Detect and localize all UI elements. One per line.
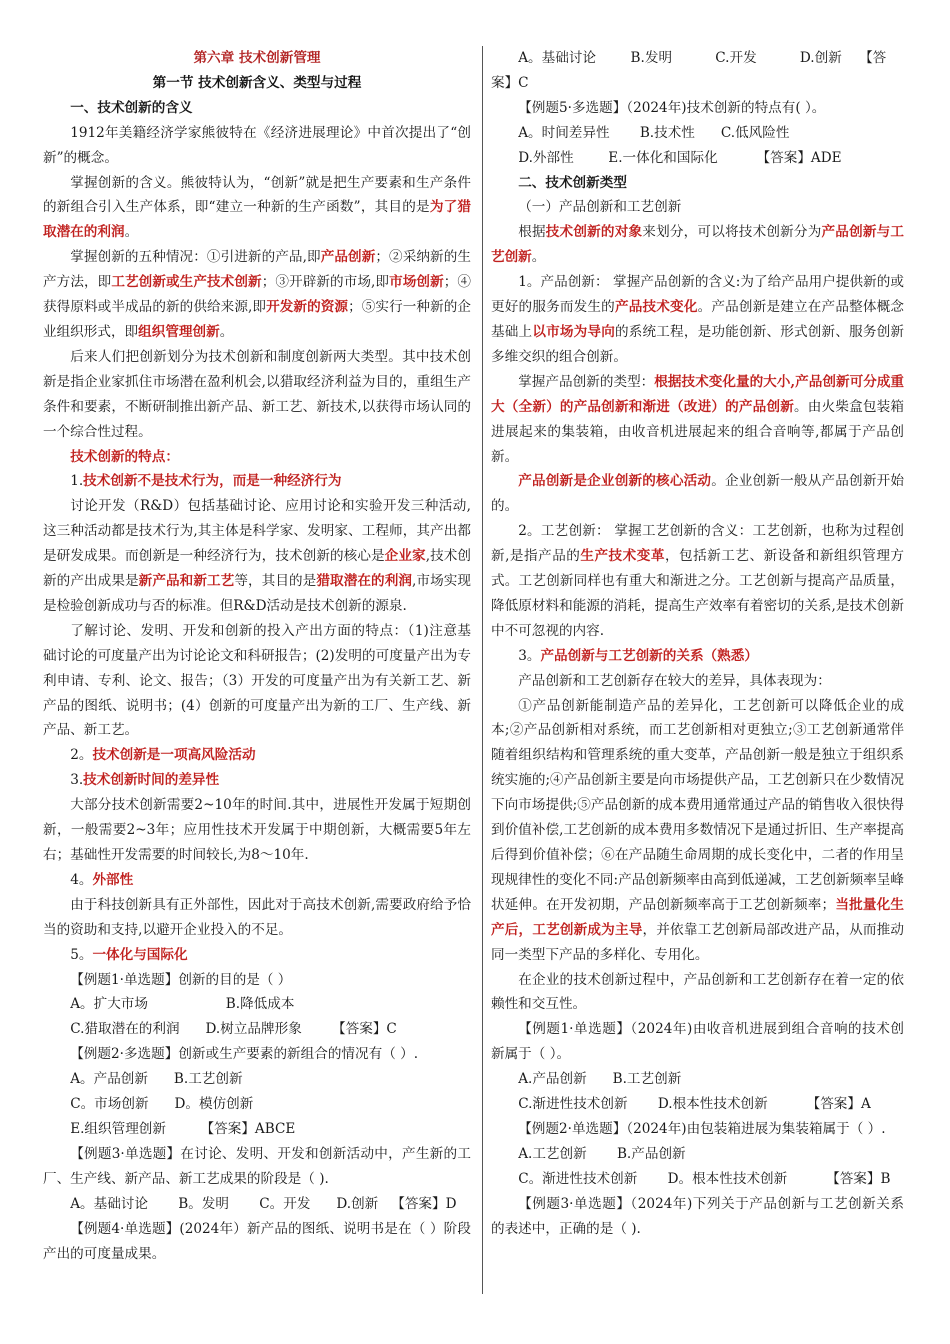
example-options: C.渐进性技术创新 D.根本性技术创新 【答案】A: [518, 1096, 871, 1113]
example-options: C.猎取潜在的利润 D.树立品牌形象 【答案】C: [70, 1021, 397, 1038]
example-options: 案】C: [491, 74, 529, 91]
paragraph: ①产品创新能制造产品的差异化，工艺创新可以降低企业的成本;②产品创新相对系统，而工艺创新相对更独立;③工艺创新通常伴随着组织结构和管理系统的重大变革，产品创新一般是独立于组织系统实施的;④产品创新主要是向市场提供产品，工艺创新只在少数情况下向市场提供;⑤产品创新的成本费用通常通过产品的销售收入很快得到价值补偿,工艺创新的成本费用多数情况下是通过折旧、生产率提高后得到价值补偿；⑥在产品随生命周期的成长变化中，二者的作用呈现规律性的变化不同:产品创新频率由高到低递减，工艺创新频率呈峰状延伸。在开发初期，产品创新频率高于工艺创新频率；当批量化生产后，工艺创新成为主导，并依靠工艺创新局部改进产品，从而推动同一类型下产品的多样化、专用化。: [491, 697, 905, 963]
example-options: A。时间差异性 B.技术性 C.低风险性: [518, 124, 790, 141]
feature-item: 2。技术创新是一项高风险活动: [70, 747, 256, 764]
example-question: 【例题3·单选题】在讨论、发明、开发和创新活动中，产生新的工厂、生产线、新产品、新工艺成果的阶段是（ ).: [43, 1145, 471, 1187]
heading-relationship: 3。产品创新与工艺创新的关系（熟悉）: [518, 647, 758, 664]
example-question: 【例题5·多选题】（2024年)技术创新的特点有( ）。: [518, 99, 826, 116]
example-question: 【例题2·多选题】创新或生产要素的新组合的情况有（ ）.: [70, 1046, 419, 1063]
example-options: A.工艺创新 B.产品创新: [518, 1145, 686, 1162]
right-column: [491, 46, 904, 1242]
example-options: C。市场创新 D。模仿创新: [70, 1096, 254, 1113]
paragraph: 产品创新是企业创新的核心活动。企业创新一般从产品创新开始的。: [491, 473, 905, 515]
paragraph: 掌握创新的五种情况：①引进新的产品,即产品创新；②采纳新的生产方法，即工艺创新或生产技术创新；③开辟新的市场,即市场创新；④获得原料或半成品的新的供给来源,即开发新的资源；⑤实行一种新的企业组织形式，即组织管理创新。: [43, 249, 472, 340]
example-options: D.外部性 E.一体化和国际化 【答案】ADE: [518, 149, 842, 166]
example-options: A.产品创新 B.工艺创新: [518, 1071, 682, 1088]
paragraph: 根据技术创新的对象来划分，可以将技术创新分为产品创新与工艺创新。: [491, 224, 905, 266]
paragraph: 讨论开发（R&D）包括基础讨论、应用讨论和实验开发三种活动,这三种活动都是技术行为,其主体是科学家、发明家、工程师，其产出都是研发成果。而创新是一种经济行为，技术创新的核心是企业家,技术创新的产出成果是新产品和新工艺等，其目的是猎取潜在的利润,市场实现是检验创新成功与否的标准。但R&D活动是技术创新的源泉.: [43, 498, 472, 614]
feature-item: 4。外部性: [70, 871, 134, 888]
paragraph: 产品创新和工艺创新存在较大的差异，具体表现为：: [518, 672, 831, 689]
column-divider: [482, 46, 483, 1294]
paragraph: 1。产品创新： 掌握产品创新的含义:为了给产品用户提供新的或更好的服务而发生的产品技术变化。产品创新是建立在产品整体概念基础上以市场为导向的系统工程，是功能创新、形式创新、服务创新多维交织的组合创新。: [491, 274, 905, 365]
example-options: A。基础讨论 B.发明 C.开发 D.创新 【答: [518, 50, 887, 66]
example-options: A。基础讨论 B。发明 C。开发 D.创新 【答案】D: [70, 1195, 457, 1212]
section-title: 第一节 技术创新含义、类型与过程: [152, 74, 362, 91]
example-options: A。产品创新 B.工艺创新: [70, 1071, 243, 1088]
left-column: [43, 46, 471, 1266]
paragraph: 了解讨论、发明、开发和创新的投入产出方面的特点：（1)注意基础讨论的可度量产出为讨论论文和科研报告；(2)发明的可度量产出为专利申请、专利、论文、报告；（3）开发的可度量产出为有关新工艺、新产品的图纸、说明书；(4）创新的可度量产出为新的工厂、生产线、新产品、新工艺。: [43, 622, 471, 739]
heading-innovation-meaning: 一、技术创新的含义: [70, 99, 193, 116]
example-question: 【例题1·单选题】创新的目的是（ ）: [70, 971, 292, 988]
paragraph: 掌握创新的含义。熊彼特认为，“创新”就是把生产要素和生产条件的新组合引入生产体系，即“建立一种新的生产函数”，其目的是为了猎取潜在的利润。: [43, 174, 471, 241]
chapter-title: 第六章 技术创新管理: [193, 50, 321, 66]
paragraph: 在企业的技术创新过程中，产品创新和工艺创新存在着一定的依赖性和交互性。: [491, 971, 904, 1013]
paragraph: 1912年美籍经济学家熊彼特在《经济进展理论》中首次提出了“创新”的概念。: [43, 124, 471, 166]
feature-item: 5。一体化与国际化: [70, 946, 188, 963]
paragraph: 大部分技术创新需要2~10年的时间.其中，进展性开发属于短期创新，一般需要2~3年；应用性技术开发属于中期创新，大概需要5年左右；基础性开发需要的时间较长,为8～10年.: [43, 797, 471, 863]
paragraph: 由于科技创新具有正外部性，因此对于高技术创新,需要政府给予恰当的资助和支持,以避开企业投入的不足。: [43, 896, 471, 938]
feature-item: 3.技术创新时间的差异性: [70, 772, 220, 789]
example-question: 【例题3·单选题】（2024年)下列关于产品创新与工艺创新关系的表述中，正确的是（ ).: [491, 1195, 904, 1237]
paragraph: 掌握产品创新的类型：根据技术变化量的大小,产品创新可分成重大（全新）的产品创新和渐进（改进）的产品创新。由火柴盒包装箱进展起来的集装箱，由收音机进展起来的组合音响等,都属于产品创新。: [491, 373, 905, 465]
example-question: 【例题1·单选题】（2024年)由收音机进展到组合音响的技术创新属于（ ）。: [491, 1021, 904, 1063]
example-options: E.组织管理创新 【答案】ABCE: [70, 1120, 296, 1137]
heading-innovation-types: 二、技术创新类型: [518, 174, 627, 191]
example-question: 【例题4·单选题】(2024年）新产品的图纸、说明书是在（ ）阶段产出的可度量成果。: [43, 1220, 471, 1262]
example-options: A。扩大市场 B.降低成本: [70, 996, 295, 1013]
example-options: C。渐进性技术创新 D。根本性技术创新 【答案】B: [518, 1170, 891, 1187]
feature-item: 1.技术创新不是技术行为，而是一种经济行为: [70, 473, 342, 490]
paragraph: 2。工艺创新： 掌握工艺创新的含义：工艺创新，也称为过程创新,是指产品的生产技术变革，包括新工艺、新设备和新组织管理方式。工艺创新同样也有重大和渐进之分。工艺创新与提高产品质量，降低原材料和能源的消耗，提高生产效率有着密切的关系,是技术创新中不可忽视的内容.: [491, 523, 905, 639]
paragraph: 后来人们把创新划分为技术创新和制度创新两大类型。其中技术创新是指企业家抓住市场潜在盈利机会,以猎取经济利益为目的，重组生产条件和要素，不断研制推出新产品、新工艺、新技术,以获得市场认同的一个综合性过程。: [43, 348, 471, 440]
heading-features: 技术创新的特点：: [70, 448, 179, 465]
example-question: 【例题2·单选题】（2024年)由包装箱进展为集装箱属于（ ）.: [518, 1120, 886, 1137]
subheading: （一）产品创新和工艺创新: [518, 199, 682, 216]
